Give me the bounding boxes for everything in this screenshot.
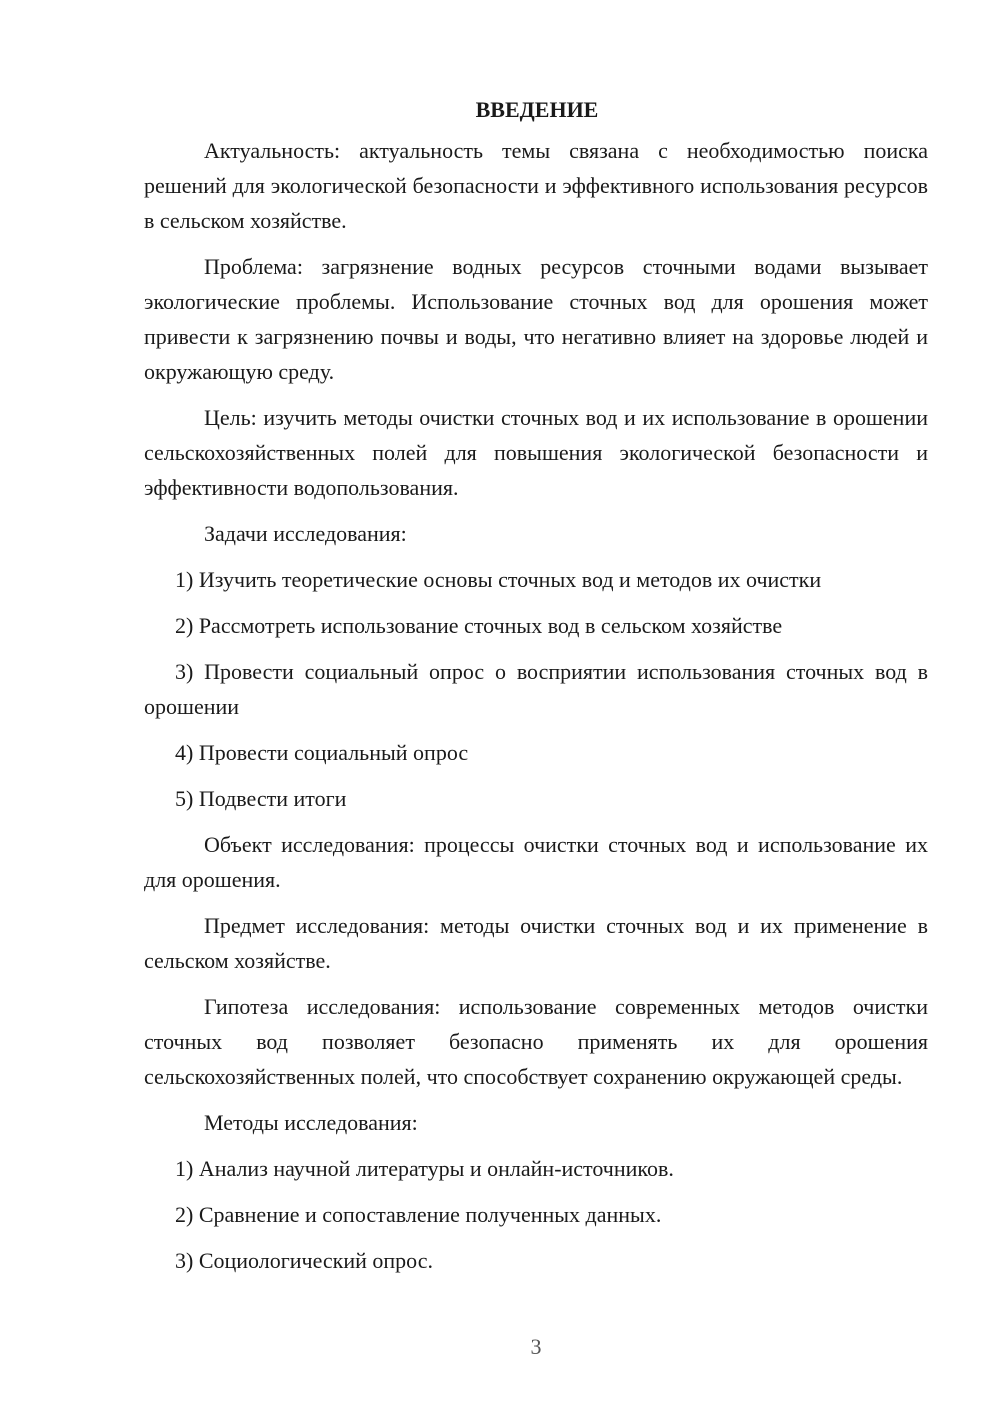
- task-item: 4) Провести социальный опрос: [175, 740, 469, 765]
- methods-heading: Методы исследования:: [204, 1110, 418, 1135]
- paragraph-actuality: Актуальность: актуальность темы связана с необходимостью поиска решений для экологической безопасности и эффективного использования ресурсов в сельском хозяйстве.: [144, 138, 928, 233]
- task-item: 5) Подвести итоги: [175, 786, 347, 811]
- method-item: 3) Социологический опрос.: [175, 1248, 433, 1273]
- tasks-heading: Задачи исследования:: [204, 521, 407, 546]
- method-item: 1) Анализ научной литературы и онлайн-источников.: [175, 1156, 674, 1181]
- page-content: [144, 93, 928, 1289]
- method-item: 2) Сравнение и сопоставление полученных данных.: [175, 1202, 662, 1227]
- paragraph-problem: Проблема: загрязнение водных ресурсов сточными водами вызывает экологические проблемы. Использование сточных вод для орошения может привести к загрязнению почвы и воды, что негативно влияет на здоровье людей и окружающую среду.: [144, 254, 928, 384]
- paragraph-object: Объект исследования: процессы очистки сточных вод и использование их для орошения.: [144, 832, 928, 892]
- page-number: 3: [530, 1334, 542, 1359]
- task-item: 1) Изучить теоретические основы сточных вод и методов их очистки: [175, 567, 822, 592]
- paragraph-subject: Предмет исследования: методы очистки сточных вод и их применение в сельском хозяйстве.: [144, 913, 928, 973]
- task-item: 2) Рассмотреть использование сточных вод в сельском хозяйстве: [175, 613, 783, 638]
- task-item: 3) Провести социальный опрос о восприятии использования сточных вод в орошении: [144, 659, 928, 719]
- section-title: ВВЕДЕНИЕ: [475, 97, 599, 122]
- paragraph-goal: Цель: изучить методы очистки сточных вод и их использование в орошении сельскохозяйственных полей для повышения экологической безопасности и эффективности водопользования.: [144, 405, 928, 500]
- paragraph-hypothesis: Гипотеза исследования: использование современных методов очистки сточных вод позволяет безопасно применять их для орошения сельскохозяйственных полей, что способствует сохранению окружающей среды.: [144, 994, 928, 1089]
